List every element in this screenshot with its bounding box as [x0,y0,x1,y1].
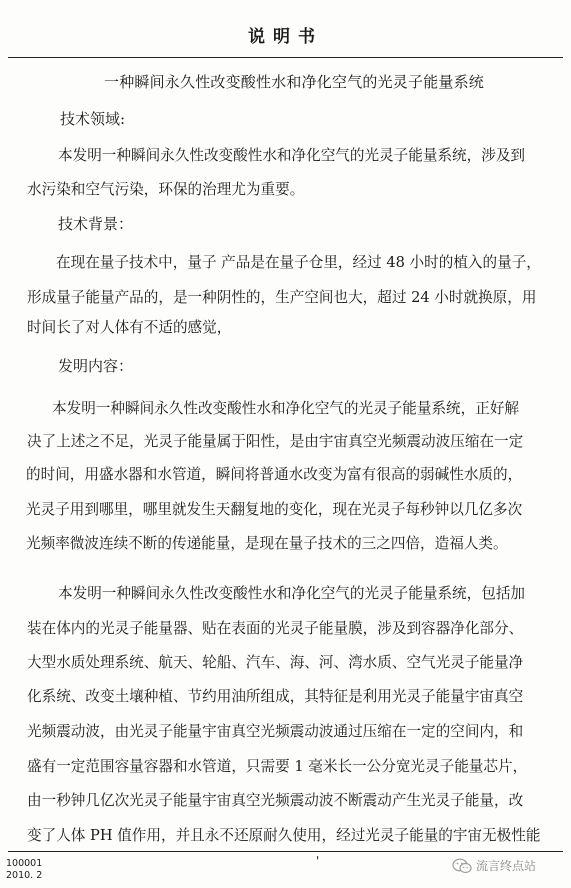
section-heading-field: 技术领域: [60,110,126,128]
header-rule [8,57,563,58]
document-title: 一种瞬间永久性改变酸性水和净化空气的光灵子能量系统 [104,73,485,91]
paragraph-line: 光频率微波连续不断的传递能量，是现在量子技术的三之四倍，造福人类。 [26,535,508,552]
section-heading-content: 发明内容： [58,357,134,375]
paragraph-line: 形成量子能量产品的，是一种阴性的，生产空间也大，超过 24 小时就换原，用 [27,289,537,306]
paragraph-line: 决了上述之不足，光灵子能量属于阳性，是由宇宙真空光频震动波压缩在一定 [27,433,524,450]
paragraph-line: 装在体内的光灵子能量器、贴在表面的光灵子能量膜，涉及到容器净化部分、 [27,620,524,637]
wechat-icon [452,858,472,874]
section-heading-background: 技术背景： [58,215,134,233]
paragraph-line: 变了人体 PH 值作用，并且永不还原耐久使用，经过光灵子能量的宇宙无极性能 [27,827,541,844]
paragraph-line: 的时间，用盛水器和水管道，瞬间将普通水改变为富有很高的弱碱性水质的， [26,466,523,483]
document-header: 说明书 [248,27,323,47]
footer-date: 2010. 2 [6,870,43,881]
paragraph-line: 本发明一种瞬间永久性改变酸性水和净化空气的光灵子能量系统，包括加 [58,585,526,602]
footer-code: 100001 [6,858,43,869]
paragraph-line: 在现在量子技术中，量子 产品是在量子仓里，经过 48 小时的植入的量子， [56,254,541,271]
footer-rule [8,851,563,852]
paragraph-line: 盛有一定范围容量容器和水管道，只需要 1 毫米长一公分宽光灵子能量芯片， [27,758,528,775]
paragraph-line: 本发明一种瞬间永久性改变酸性水和净化空气的光灵子能量系统，正好解 [52,400,520,417]
paragraph-line: 时间长了对人体有不适的感觉， [27,319,232,336]
stray-mark: ' [316,854,320,868]
paragraph-line: 大型水质处理系统、航天、轮船、汽车、海、河、湾水质、空气光灵子能量净 [27,654,524,671]
paragraph-line: 光频震动波，由光灵子能量宇宙真空光频震动波通过压缩在一定的空间内，和 [27,723,524,740]
paragraph-line: 水污染和空气污染，环保的治理尤为重要。 [27,181,305,198]
watermark-text: 流言终点站 [476,859,537,873]
paragraph-line: 光灵子用到哪里，哪里就发生天翻复地的变化，现在光灵子每秒钟以几亿多次 [26,501,523,518]
paragraph-line: 化系统、改变土壤种植、节约用油所组成，其特征是利用光灵子能量宇宙真空 [27,688,524,705]
watermark [452,857,536,874]
paragraph-line: 本发明一种瞬间永久性改变酸性水和净化空气的光灵子能量系统，涉及到 [58,147,526,164]
paragraph-line: 由一秒钟几亿次光灵子能量宇宙真空光频震动波不断震动产生光灵子能量，改 [27,792,524,809]
